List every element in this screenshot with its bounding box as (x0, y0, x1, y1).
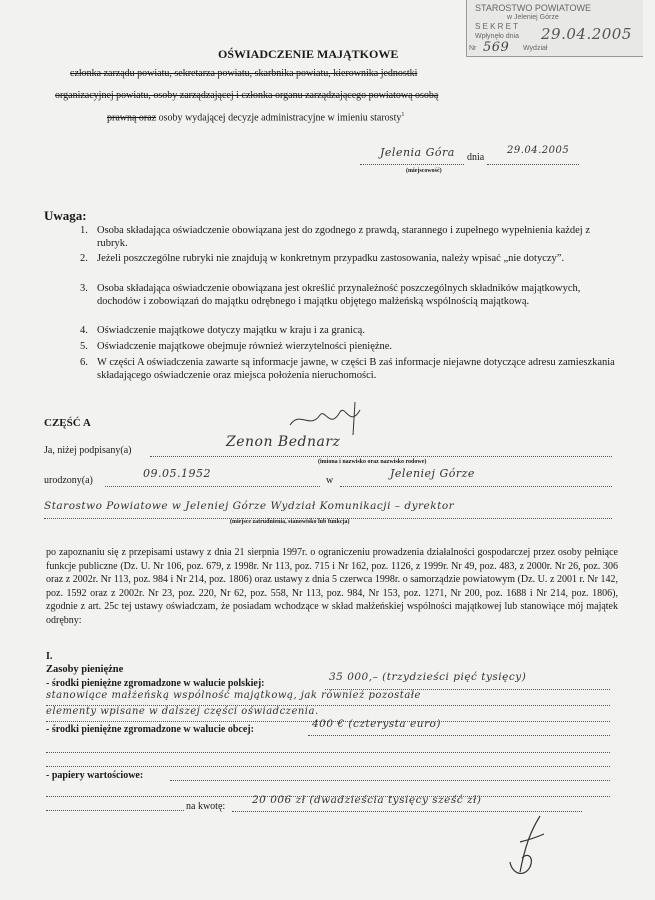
signer-caption: (imiona i nazwisko oraz nazwisko rodowe) (318, 459, 427, 465)
place-handwritten: Jelenia Góra (380, 146, 455, 159)
zasoby-heading: Zasoby pieniężne (46, 664, 124, 675)
foreign-label: - środki pieniężne zgromadzone w walucie obcej: (46, 724, 254, 735)
stamp-office: STAROSTWO POWIATOWE (475, 3, 591, 13)
born-place-handwritten: Jeleniej Górze (390, 467, 475, 480)
uwaga-heading: Uwaga: (44, 208, 87, 223)
born-in-label: w (326, 475, 334, 486)
uwaga-item: 3. Osoba składająca oświadczenie obowiązana jest określić przynależność poszczególnych składników majątkowych, dochodów i zobowiązań do majątku odrębnego i majątku objętego małżeńską wspólnością majątkową. (80, 283, 581, 307)
stamp-dept-label: Wydział (523, 45, 548, 52)
part-a-signature-scribble (285, 400, 375, 440)
amount-field (232, 794, 582, 812)
foreign-handwritten: 400 € (czterysta euro) (312, 718, 441, 730)
registration-stamp (466, 0, 643, 57)
securities-field (170, 767, 610, 781)
employer-handwritten: Starostwo Powiatowe w Jeleniej Górze Wydział Komunikacji – dyrektor (44, 500, 455, 512)
stamp-number-label: Nr (469, 45, 477, 52)
place-field (360, 148, 464, 165)
stamp-number-value: 569 (483, 40, 510, 55)
subtitle-struck-part: prawną oraz (107, 112, 157, 124)
amount-leading-dots (46, 798, 184, 811)
born-label: urodzony(a) (44, 475, 93, 486)
subtitle-line-3 (107, 112, 404, 123)
stamp-received-date: 29.04.2005 (541, 25, 632, 43)
amount-handwritten: 20 006 zł (dwadzieścia tysięcy sześć zł) (252, 794, 482, 806)
signer-field (150, 434, 612, 457)
employer-field (44, 500, 612, 519)
section-number: I. (46, 651, 53, 662)
employer-caption: (miejsce zatrudnienia, stanowisko lub funkcja) (230, 519, 350, 525)
part-a-heading: CZĘŚĆ A (44, 417, 91, 429)
signer-handwritten: Zenon Bednarz (226, 434, 341, 450)
signer-label: Ja, niżej podpisany(a) (44, 445, 132, 456)
pln-field (325, 673, 610, 690)
pln-handwritten: 35 000,– (trzydzieści pięć tysięcy) (329, 671, 527, 683)
stamp-secretariat: S E K R E T (475, 22, 518, 31)
foreign-extra-line-1 (46, 740, 610, 753)
uwaga-item: 4. Oświadczenie majątkowe dotyczy majątku w kraju i za granicą. (80, 325, 365, 336)
subtitle-line-1: członka zarządu powiatu, sekretarza powiatu, skarbnika powiatu, kierownika jednostki (70, 68, 418, 79)
initials-signature (500, 812, 555, 882)
subtitle-rest: osoby wydającej decyzje administracyjne w imieniu starosty (158, 112, 402, 124)
uwaga-item: 2. Jeżeli poszczególne rubryki nie znajdują w konkretnym przypadku zastosowania, należy wpisać „nie dotyczy”. (80, 253, 565, 264)
pln-note-line-2: elementy wpisane w dalszej części oświadczenia. (46, 706, 610, 722)
born-date-handwritten: 09.05.1952 (143, 467, 211, 480)
foreign-field (308, 720, 610, 736)
amount-label: na kwotę: (186, 801, 226, 812)
date-field (487, 145, 579, 165)
pln-label: - środki pieniężne zgromadzone w walucie polskiej: (46, 678, 265, 689)
uwaga-item: 1. Osoba składająca oświadczenie obowiązana jest do zgodnego z prawdą, starannego i zupełnego wypełnienia każdej z rubryk. (80, 225, 591, 249)
uwaga-item: 6. W części A oświadczenia zawarte są informacje jawne, w części B zaś informacje niejawne dotyczące adresu zamieszkania składającego oświadczenie oraz miejsca położenia nieruchomości. (80, 357, 615, 381)
stamp-received-label: Wpłynęło dnia (475, 33, 519, 40)
document-title: OŚWIADCZENIE MAJĄTKOWE (218, 47, 399, 61)
securities-label: - papiery wartościowe: (46, 770, 144, 781)
born-place-field (340, 467, 612, 487)
subtitle-line-2: organizacyjnej powiatu, osoby zarządzającej i członka organu zarządzającego powiatową osobą (55, 90, 439, 101)
stamp-city: w Jeleniej Górze (507, 14, 559, 21)
legal-paragraph: po zapoznaniu się z przepisami ustawy z dnia 21 sierpnia 1997r. o ograniczeniu prowadzenia działalności gospodarczej przez osoby pełniące funkcje publiczne (Dz. U. Nr 106, poz. 679, z 1998r. Nr 113, poz. 715 i Nr 162, poz. 1126, z 1999r. Nr 49, poz. 483, z 2000r. Nr 26, poz. 306 oraz z 2002r. Nr 113, poz. 984 i Nr 214, poz. 1806) oraz ustawy z dnia 5 czerwca 1998r. o samorządzie powiatowym (Dz. U. z 2001 r. Nr 142, poz. 1592 oraz z 2002r. Nr 23, poz. 220, Nr 62, poz. 558, Nr 113, poz. 984, Nr 153, poz. 1271, Nr 200, poz. 1688 i Nr 214, poz. 1806), zgodnie z art. 25c tej ustawy oświadczam, że posiadam wchodzące w skład małżeńskiej wspólności majątkowej lub stanowiące mój majątek odrębny: (46, 547, 618, 626)
footnote-mark: 1 (401, 112, 405, 118)
foreign-extra-line-2 (46, 754, 610, 767)
uwaga-item: 5. Oświadczenie majątkowe obejmuje również wierzytelności pieniężne. (80, 341, 393, 352)
pln-note-line-1: stanowiące małżeńską wspólność majątkową, jak również pozostałe (46, 690, 610, 706)
date-handwritten: 29.04.2005 (507, 145, 570, 156)
date-label: dnia (467, 152, 485, 163)
born-date-field (105, 467, 320, 487)
place-caption: (miejscowość) (406, 168, 442, 174)
